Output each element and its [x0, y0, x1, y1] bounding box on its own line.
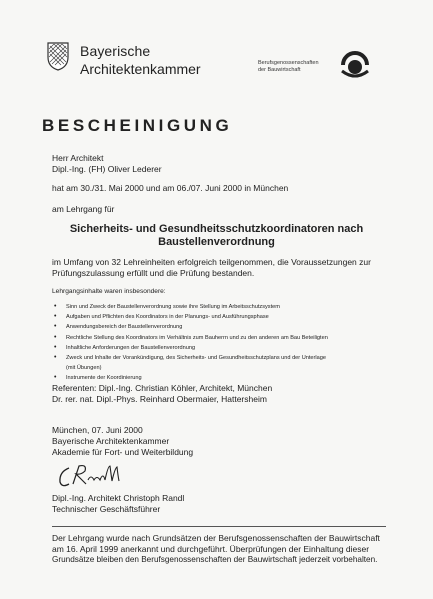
- issuer-line2: Akademie für Fort- und Weiterbildung: [52, 447, 194, 457]
- referents-line2: Dr. rer. nat. Dipl.-Phys. Reinhard Obermaier, Hattersheim: [52, 394, 267, 404]
- org-name-line2: Architektenkammer: [80, 61, 201, 77]
- list-item: • Instrumente der Koordinierung: [52, 373, 382, 383]
- list-item: • Zweck und Inhalte der Vorankündigung, des Sicherheits- und Gesundheitsschutzplans und der Unterlage: [52, 353, 382, 363]
- topics-heading: Lehrgangsinhalte waren insbesondere:: [52, 288, 166, 295]
- list-item: • Inhaltliche Anforderungen der Baustellenverordnung: [52, 343, 382, 353]
- list-item-continuation: (mit Übungen): [66, 365, 102, 372]
- recipient-line1: Herr Architekt: [52, 153, 104, 163]
- org-name-line1: Bayerische: [80, 43, 151, 59]
- list-item: • Sinn und Zweck der Baustellenverordnung sowie ihre Stellung im Arbeitsschutzsystem: [52, 302, 382, 312]
- bg-bau-logo-icon: [338, 48, 372, 82]
- signer-name: Dipl.-Ing. Architekt Christoph Randl: [52, 493, 185, 503]
- topics-list: [52, 302, 382, 384]
- recipient-name: Dipl.-Ing. (FH) Oliver Lederer: [52, 164, 162, 174]
- place-date: München, 07. Juni 2000: [52, 425, 143, 435]
- list-item: • Aufgaben und Pflichten des Koordinators in der Planungs- und Ausführungsphase: [52, 312, 382, 322]
- result-line1: im Umfang von 32 Lehreinheiten erfolgreich teilgenommen, die Voraussetzungen zur: [52, 257, 371, 267]
- bg-name-line1: Berufsgenossenschaften: [258, 60, 319, 66]
- footer-line2: am 16. April 1999 anerkannt und durchgeführt. Überprüfungen der Einhaltung dieser: [52, 544, 370, 554]
- footer-line3: Grundsätze bleiben den Berufsgenossenschaften der Bauwirtschaft jederzeit vorbehalten.: [52, 555, 378, 564]
- bg-name-line2: der Bauwirtschaft: [258, 67, 301, 73]
- document-title: BESCHEINIGUNG: [42, 116, 233, 135]
- bavarian-crest-icon: [46, 41, 70, 71]
- attendance-text: hat am 30./31. Mai 2000 und am 06./07. Juni 2000 in München: [52, 183, 289, 193]
- course-title-line1: Sicherheits- und Gesundheitsschutzkoordinatoren nach: [69, 223, 364, 235]
- course-title-line2: Baustellenverordnung: [158, 236, 275, 248]
- signature-image: [55, 462, 125, 490]
- footer-line1: Der Lehrgang wurde nach Grundsätzen der Berufsgenossenschaften der Bauwirtschaft: [52, 533, 380, 543]
- issuer-line1: Bayerische Architektenkammer: [52, 436, 170, 446]
- signer-title: Technischer Geschäftsführer: [52, 504, 161, 514]
- list-item: • Rechtliche Stellung des Koordinators im Verhältnis zum Bauherrn und zu den anderen am Bau Beteiligten: [52, 333, 382, 343]
- referents-line1: Referenten: Dipl.-Ing. Christian Köhler, Architekt, München: [52, 383, 273, 393]
- course-intro: am Lehrgang für: [52, 204, 115, 214]
- result-line2: Prüfungszulassung erfüllt und die Prüfung bestanden.: [52, 268, 255, 278]
- divider: [52, 526, 386, 527]
- list-item: • Anwendungsbereich der Baustellenverordnung: [52, 322, 382, 332]
